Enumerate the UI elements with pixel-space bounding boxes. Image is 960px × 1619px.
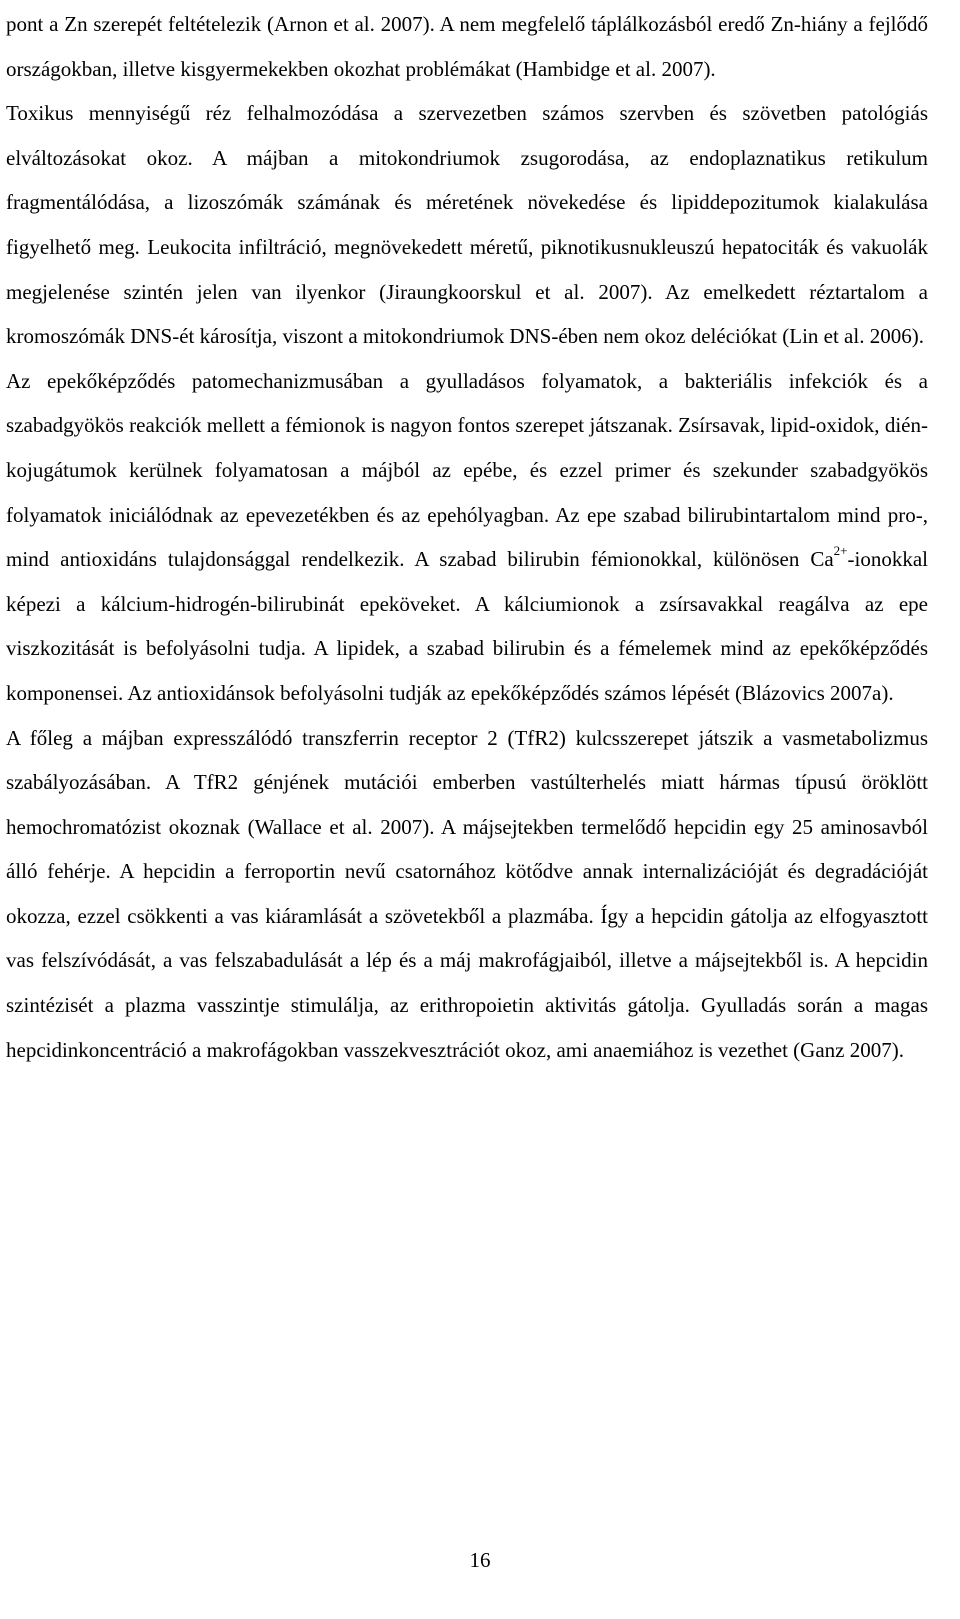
paragraph-iron-metabolism: A főleg a májban expresszálódó transzferrin receptor 2 (TfR2) kulcsszerepet játszik a vasmetabolizmus szabályozásában. A TfR2 génjének mutációi emberben vastúlterhelés miatt hármas típusú öröklött hemochromatózist okoznak (Wallace et al. 2007). A májsejtekben termelődő hepcidin egy 25 aminosavból álló fehérje. A hepcidin a ferroportin nevű csatornához kötődve annak internalizációját és degradációját okozza, ezzel csökkenti a vas kiáramlását a szövetekből a plazmába. Így a hepcidin gátolja az elfogyasztott vas felszívódását, a vas felszabadulását a lép és a máj makrofágjaiból, illetve a májsejtekből is. A hepcidin szintézisét a plazma vasszintje stimulálja, az erithropoietin aktivitás gátolja. Gyulladás során a magas hepcidinkoncentráció a makrofágokban vasszekvesztrációt okoz, ami anaemiához is vezethet (Ganz 2007). — [6, 725, 928, 1062]
calcium-charge-superscript: 2+ — [833, 543, 848, 559]
paragraph-zinc: pont a Zn szerepét feltételezik (Arnon et al. 2007). A nem megfelelő táplálkozásból eredő Zn-hiány a fejlődő országokban, illetve kisgyermekekben okozhat problémákat (Hambidge et al. 2007). — [6, 12, 928, 81]
document-page — [6, 0, 928, 1072]
page-number: 16 — [469, 1548, 491, 1572]
gallstone-text-before-superscript: Az epekőképződés patomechanizmusában a gyulladásos folyamatok, a bakteriális infekciók és a szabadgyökös reakciók mellett a fémionok is nagyon fontos szerepet játszanak. Zsírsavak, lipid-oxidok, dién-kojugátumok kerülnek folyamatosan a májból az epébe, és ezzel primer és szekunder szabadgyökös folyamatok iniciálódnak az epevezetékben és az epehólyagban. Az epe szabad bilirubintartalom mind pro-, mind antioxidáns tulajdonsággal rendelkezik. A szabad bilirubin fémionokkal, különösen Ca — [6, 368, 928, 572]
gallstone-text-after-superscript: -ionokkal képezi a kálcium-hidrogén-bilirubinát epeköveket. A kálciumionok a zsírsavakkal reagálva az epe viszkozitását is befolyásolni tudja. A lipidek, a szabad bilirubin és a fémelemek mind az epekőképződés komponensei. Az antioxidánsok befolyásolni tudják az epekőképződés számos lépését (Blázovics 2007a). — [6, 547, 928, 705]
paragraph-copper-toxicity: Toxikus mennyiségű réz felhalmozódása a szervezetben számos szervben és szövetben patológiás elváltozásokat okoz. A májban a mitokondriumok zsugorodása, az endoplaznatikus retikulum fragmentálódása, a lizoszómák számának és méretének növekedése és lipiddepozitumok kialakulása figyelhető meg. Leukocita infiltráció, megnövekedett méretű, piknotikusnukleuszú hepatociták és vakuolák megjelenése szintén jelen van ilyenkor (Jiraungkoorskul et al. 2007). Az emelkedett réztartalom a kromoszómák DNS-ét károsítja, viszont a mitokondriumok DNS-ében nem okoz deléciókat (Lin et al. 2006). — [6, 101, 928, 349]
paragraph-gallstone-formation — [6, 359, 928, 716]
